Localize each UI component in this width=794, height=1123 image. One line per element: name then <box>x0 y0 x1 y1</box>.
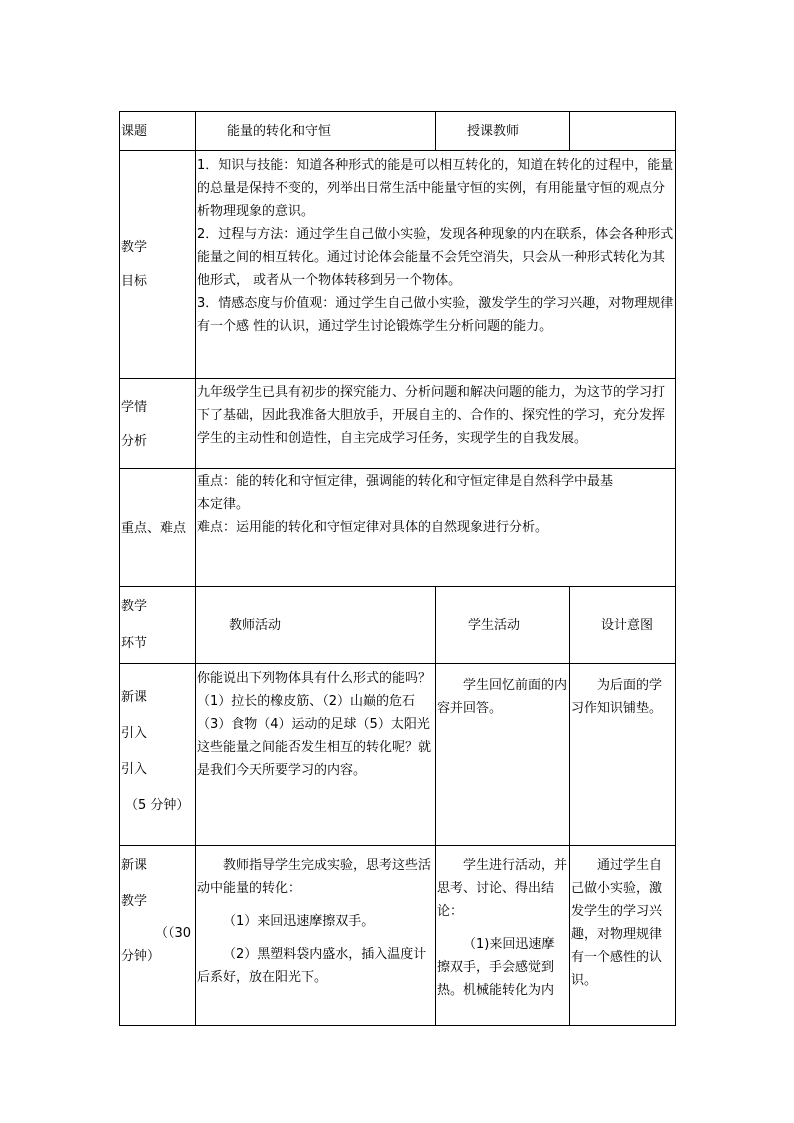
teacher-label: 授课教师 <box>467 124 520 139</box>
topic-value: 能量的转化和守恒 <box>227 124 332 139</box>
student-activity-header: 学生活动 <box>468 618 521 633</box>
stage-label: 教学 环节 <box>121 599 148 651</box>
key-point: 重点：能的转化和守恒定律，强调能的转化和守恒定律是自然科学中最基 <box>197 474 614 489</box>
intro-teacher-activity: 你能说出下列物体具有什么形式的能吗？ （1）拉长的橡皮筋、（2）山巅的危石 （3）食物（4）运动的足球（5）太阳光 这些能量之间能否发生相互的转化呢？就是我们今天所要学习的内容。 <box>197 671 432 778</box>
teaching-design-intent: 通过学生自己做小实验，激发学生的学习兴趣，对物理规律有一个感性的认识。 <box>571 858 663 988</box>
keypoints-text: 重点：能的转化和守恒定律，强调能的转化和守恒定律是自然科学中最基 本定律。 难点：运用能的转化和守恒定律对具体的自然现象进行分析。 <box>197 470 674 539</box>
objective-process: 2．过程与方法：通过学生自己做小实验，发现各种现象的内在联系，体会各种形式能量之间的相互转化。通过讨论体会能量不会凭空消失，只会从一种形式转化为其他形式， 或者从一个物体转移到另一个物体。 <box>197 227 674 288</box>
objective-knowledge: 1．知识与技能：知道各种形式的能是可以相互转化的，知道在转化的过程中，能量的总量是保持不变的，列举出日常生活中能量守恒的实例，有用能量守恒的观点分析物理现象的意识。 <box>197 158 674 219</box>
keypoints-label: 重点、难点 <box>121 521 187 536</box>
teaching-label: 新课 教学 （（30 分钟） <box>121 858 192 964</box>
objectives-label: 教学 目标 <box>121 240 148 289</box>
lesson-plan-table <box>119 111 676 1026</box>
analysis-label: 学情 分析 <box>121 400 148 449</box>
intro-student-activity: 学生回忆前面的内容并回答。 <box>437 678 567 716</box>
teaching-student-activity: 学生进行活动，并思考、讨论、得出结论： （1)来回迅速摩擦双手，手会感觉到热。机械能转化为内 <box>437 858 567 998</box>
teacher-activity-header: 教师活动 <box>229 618 282 633</box>
teaching-teacher-activity: 教师指导学生完成实验，思考这些活动中能量的转化： （1）来回迅速摩擦双手。 （2）黑塑料袋内盛水，插入温度计后系好，放在阳光下。 <box>197 858 432 985</box>
design-intent-header: 设计意图 <box>601 618 654 633</box>
intro-label: 新课 引入 引入 （5 分钟） <box>121 690 190 813</box>
analysis-text: 九年级学生已具有初步的探究能力、分析问题和解决问题的能力，为这节的学习打下了基础，因此我准备大胆放手，开展自主的、合作的、探究性的学习，充分发挥学生的主动性和创造性，自主完成学习任务，实现学生的自我发展。 <box>197 385 666 446</box>
difficult-point: 难点：运用能的转化和守恒定律对具体的自然现象进行分析。 <box>197 520 549 535</box>
objectives-text <box>197 154 674 338</box>
intro-design-intent: 为后面的学习作知识铺垫。 <box>571 678 663 716</box>
topic-label: 课题 <box>121 124 148 139</box>
objective-emotion: 3．情感态度与价值观：通过学生自己做小实验，激发学生的学习兴趣，对物理规律有一个感 性的认识，通过学生讨论锻炼学生分析问题的能力。 <box>197 296 674 334</box>
